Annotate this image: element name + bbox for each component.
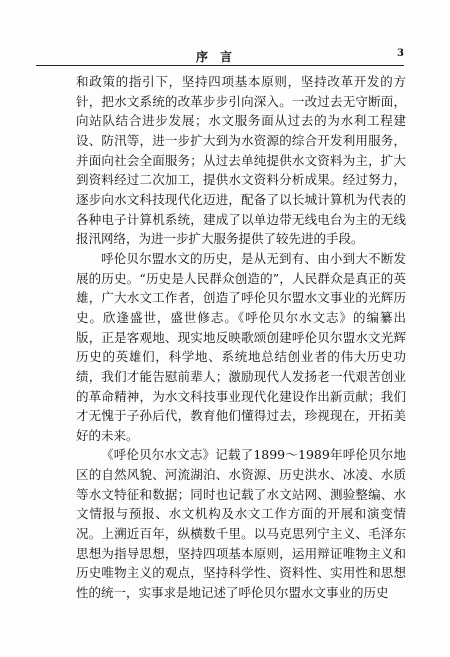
paragraph-continuation: 和政策的指引下，坚持四项基本原则，坚持改革开发的方针，把水文系统的改革步步引向深入。一改过去无守断面，向站队结合进步发展；水文服务面从过去的为水利工程建设、防汛等，进一步扩大到为水资源的综合开发利用服务，并面向社会全面服务；从过去单纯提供水文资料为主，扩大到资料经过二次加工，提供水文资料分析成果。经过努力，逐步向水文科技现代化迈进，配备了以长城计算机为代表的各种电子计算机系统，建成了以单边带无线电台为主的无线报汛网络，为进一步扩大服务提供了较先进的手段。 — [76, 74, 406, 247]
body-text — [76, 72, 406, 603]
running-title: 序言 — [195, 50, 244, 64]
running-header — [36, 48, 404, 62]
header-rule — [36, 65, 404, 66]
page-number: 3 — [397, 48, 404, 59]
paragraph-history: 呼伦贝尔盟水文的历史，是从无到有、由小到大不断发展的历史。“历史是人民群众创造的”，人民群众是真正的英雄，广大水文工作者，创造了呼伦贝尔盟水文事业的光辉历史。欣逢盛世，盛世修志。《呼伦贝尔水文志》的编纂出版，正是客观地、现实地反映歌颂创建呼伦贝尔盟水文光辉历史的英雄们，科学地、系统地总结创业者的伟大历史功绩，我们才能告慰前辈人；激励现代人发扬老一代艰苦创业的革命精神，为水文科技事业现代化建设作出新贡献；我们才无愧于子孙后代，教育他们懂得过去，珍视现在，开拓美好的未来。 — [76, 250, 406, 443]
paragraph-records: 《呼伦贝尔水文志》记载了1899～1989年呼伦贝尔地区的自然风貌、河流湖泊、水资源、历史洪水、冰凌、水质等水文特征和数据；同时也记载了水文站网、测验整编、水文情报与预报、水文机构及水文工作方面的开展和演变情况。上溯近百年，纵横数千里。以马克思列宁主义、毛泽东思想为指导思想，坚持四项基本原则，运用辩证唯物主义和历史唯物主义的观点，坚持科学性、资料性、实用性和思想性的统一，实事求是地记述了呼伦贝尔盟水文事业的历史 — [76, 447, 406, 601]
